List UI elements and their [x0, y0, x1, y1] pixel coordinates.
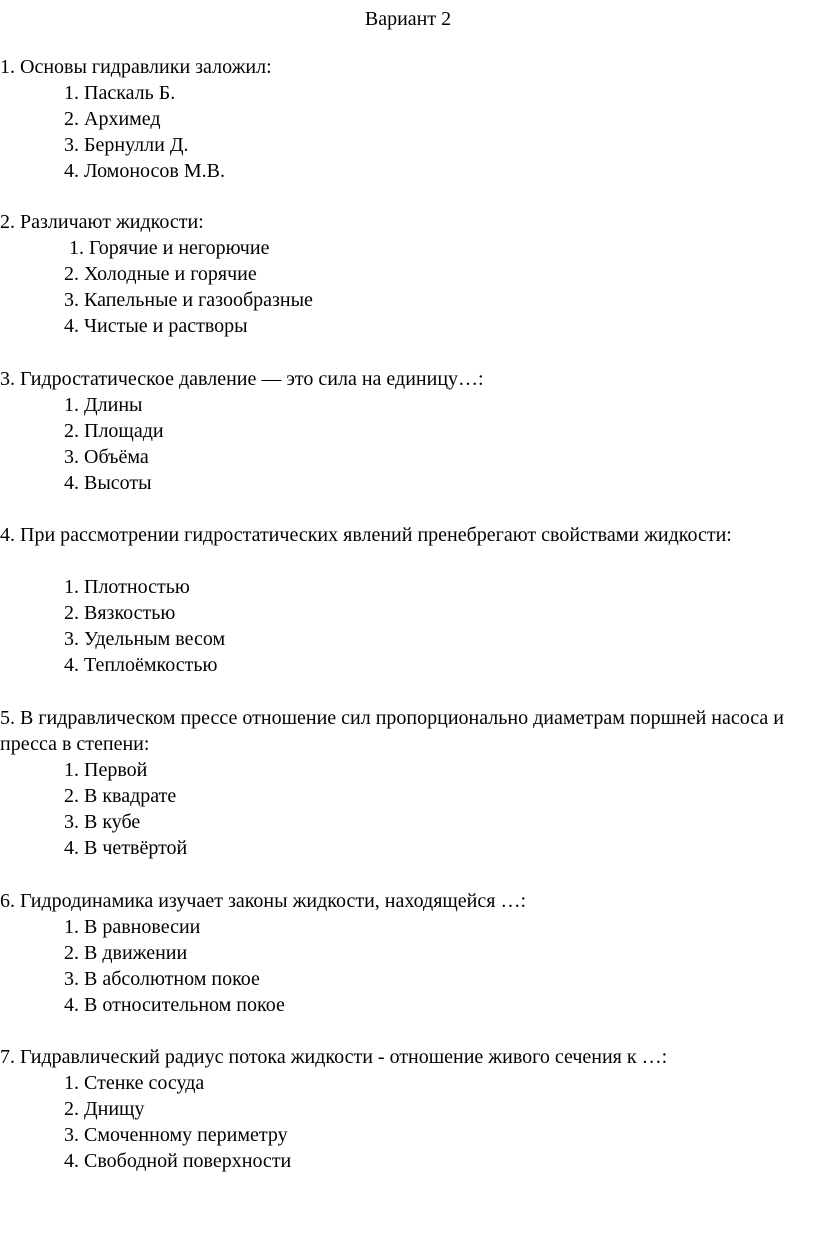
question-7-text: 7. Гидравлический радиус потока жидкости - отношение живого сечения к …: [0, 1046, 668, 1068]
question-4-option-1: 1. Плотностью [64, 576, 190, 598]
question-3-option-4: 4. Высоты [64, 472, 152, 494]
question-2-option-3: 3. Капельные и газообразные [64, 289, 313, 311]
question-7-option-2: 2. Днищу [64, 1098, 145, 1120]
question-1-option-1: 1. Паскаль Б. [64, 82, 176, 104]
question-6-text: 6. Гидродинамика изучает законы жидкости, находящейся …: [0, 890, 527, 912]
question-5-option-3: 3. В кубе [64, 811, 141, 833]
question-1-option-2: 2. Архимед [64, 108, 161, 130]
question-6-option-1: 1. В равновесии [64, 916, 201, 938]
question-4-option-3: 3. Удельным весом [64, 628, 226, 650]
question-5-text: 5. В гидравлическом прессе отношение сил пропорционально диаметрам поршней насоса и пресса в степени: [0, 707, 784, 755]
question-7-option-4: 4. Свободной поверхности [64, 1150, 292, 1172]
question-5-option-4: 4. В четвёртой [64, 837, 188, 859]
question-3-option-3: 3. Объёма [64, 446, 149, 468]
question-2-option-1: 1. Горячие и негорючие [69, 237, 270, 259]
question-4-option-2: 2. Вязкостью [64, 602, 176, 624]
question-3-text: 3. Гидростатическое давление — это сила на единицу…: [0, 368, 484, 390]
question-2-option-2: 2. Холодные и горячие [64, 263, 257, 285]
question-7-option-3: 3. Смоченному периметру [64, 1124, 288, 1146]
question-2-option-4: 4. Чистые и растворы [64, 315, 248, 337]
question-4-option-4: 4. Теплоёмкостью [64, 654, 218, 676]
question-6-option-2: 2. В движении [64, 942, 188, 964]
question-6-option-4: 4. В относительном покое [64, 994, 285, 1016]
question-5-option-2: 2. В квадрате [64, 785, 177, 807]
question-7-option-1: 1. Стенке сосуда [64, 1072, 205, 1094]
question-4-text: 4. При рассмотрении гидростатических явлений пренебрегают свойствами жидкости: [0, 524, 732, 546]
question-1-option-4: 4. Ломоносов М.В. [64, 160, 225, 182]
question-1-text: 1. Основы гидравлики заложил: [0, 56, 272, 78]
question-1-option-3: 3. Бернулли Д. [64, 134, 189, 156]
question-3-option-2: 2. Площади [64, 420, 164, 442]
question-3-option-1: 1. Длины [64, 394, 143, 416]
question-2-text: 2. Различают жидкости: [0, 211, 204, 233]
question-5-option-1: 1. Первой [64, 759, 148, 781]
question-6-option-3: 3. В абсолютном покое [64, 968, 260, 990]
document-title: Вариант 2 [364, 8, 452, 30]
